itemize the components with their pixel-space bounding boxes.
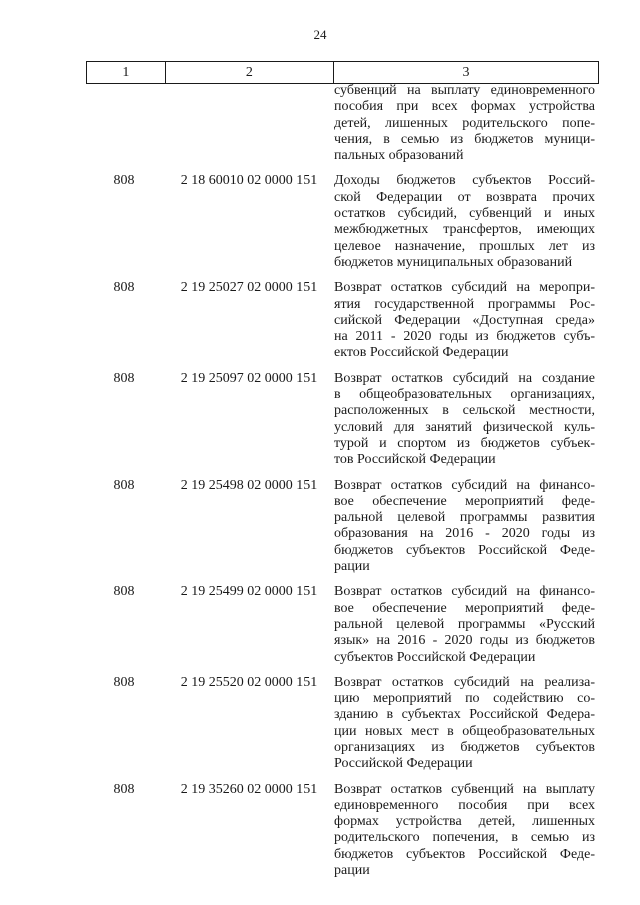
description-line: язык» на 2016 - 2020 годы из бюджетов <box>334 633 595 649</box>
budget-classification-code-cell: 2 19 25499 02 0000 151 <box>180 584 318 600</box>
table-row <box>86 371 599 469</box>
description-line: Возврат остатков субсидий на меропри- <box>334 280 595 296</box>
revenue-description-cell <box>332 83 595 164</box>
table-row <box>86 173 599 271</box>
description-line: зданию в субъектах Российской Федера- <box>334 707 595 723</box>
description-line: условий для занятий физической куль- <box>334 419 595 435</box>
table-row <box>86 280 599 361</box>
description-line: Возврат остатков субсидий на финансо- <box>334 477 595 493</box>
description-line: ятия государственной программы Рос- <box>334 296 595 312</box>
table-row <box>86 675 599 773</box>
description-line: бюджетов субъектов Российской Феде- <box>334 542 595 558</box>
revenue-description-cell <box>332 675 595 773</box>
admin-code-cell: 808 <box>113 370 135 386</box>
admin-code-cell: 808 <box>113 584 135 600</box>
description-line: ции новых мест в общеобразовательных <box>334 723 595 739</box>
budget-classification-code-cell: 2 18 60010 02 0000 151 <box>180 173 318 189</box>
description-line: Возврат остатков субвенций на выплату <box>334 781 595 797</box>
budget-classification-code-cell: 2 19 25520 02 0000 151 <box>180 674 318 690</box>
admin-code-cell <box>86 84 164 164</box>
description-line: Доходы бюджетов субъектов Россий- <box>334 173 595 189</box>
description-line: турой и спортом из бюджетов субъек- <box>334 435 595 451</box>
description-line: бюджетов муниципальных образований <box>334 254 573 270</box>
admin-code-cell: 808 <box>113 173 135 189</box>
admin-code-cell: 808 <box>113 477 135 493</box>
description-line: расположенных в сельской местности, <box>334 403 595 419</box>
budget-classification-code-cell: 2 19 25498 02 0000 151 <box>180 477 318 493</box>
description-line: ральной целевой программы развития <box>334 510 595 526</box>
description-line: рации <box>334 863 370 879</box>
description-line: тов Российской Федерации <box>334 452 496 468</box>
description-line: детей, лишенных родительского попе- <box>334 115 595 131</box>
description-line: образования на 2016 - 2020 годы из <box>334 526 595 542</box>
budget-classification-code-cell: 2 19 35260 02 0000 151 <box>180 781 318 797</box>
table-row <box>86 584 599 665</box>
revenue-description-cell <box>332 371 595 469</box>
budget-classification-code-cell: 2 19 25097 02 0000 151 <box>180 370 318 386</box>
header-col-3: 3 <box>462 64 470 80</box>
description-line: родительского попечения, в семью из <box>334 830 595 846</box>
description-line: на 2011 - 2020 годы из бюджетов субъ- <box>334 329 595 345</box>
description-line: Российской Федерации <box>334 756 473 772</box>
description-line: организациях из бюджетов субъектов <box>334 739 595 755</box>
table-row <box>86 782 599 880</box>
revenue-description-cell <box>332 782 595 880</box>
description-line: целевое назначение, прошлых лет из <box>334 238 595 254</box>
table-body <box>86 84 599 879</box>
description-line: пальных образований <box>334 148 464 164</box>
header-col-2: 2 <box>166 62 334 83</box>
page-number: 24 <box>313 27 327 42</box>
description-line: рации <box>334 559 370 575</box>
description-line: Возврат остатков субсидий на создание <box>334 370 595 386</box>
description-line: формах устройства детей, лишенных <box>334 814 595 830</box>
table-row <box>86 478 599 576</box>
admin-code-cell: 808 <box>113 280 135 296</box>
revenue-description-cell <box>332 173 595 271</box>
description-line: ектов Российской Федерации <box>334 345 509 361</box>
budget-classification-code-cell <box>164 84 332 164</box>
admin-code-cell: 808 <box>113 781 135 797</box>
description-line: вое обеспечение мероприятий феде- <box>334 493 595 509</box>
description-line: ской Федерации от возврата прочих <box>334 189 595 205</box>
revenue-codes-table <box>86 61 599 879</box>
description-line: пособия при всех формах устройства <box>334 99 595 115</box>
description-line: цию мероприятий по содействию со- <box>334 691 595 707</box>
description-line: в общеобразовательных организациях, <box>334 387 595 403</box>
description-line: Возврат остатков субсидий на финансо- <box>334 584 595 600</box>
description-line: чения, в семью из бюджетов муници- <box>334 131 595 147</box>
revenue-description-cell <box>332 584 595 665</box>
header-col-1: 1 <box>87 62 166 83</box>
table-header-row <box>86 61 599 84</box>
admin-code-cell: 808 <box>113 674 135 690</box>
revenue-description-cell <box>332 280 595 361</box>
description-line: вое обеспечение мероприятий феде- <box>334 600 595 616</box>
description-line: ральной целевой программы «Русский <box>334 616 595 632</box>
description-line: бюджетов субъектов Российской Феде- <box>334 846 595 862</box>
description-line: Возврат остатков субсидий на реализа- <box>334 674 595 690</box>
description-line: субвенций на выплату единовременного <box>334 83 595 98</box>
revenue-description-cell <box>332 478 595 576</box>
budget-classification-code-cell: 2 19 25027 02 0000 151 <box>180 280 318 296</box>
table-row-continuation <box>86 84 599 164</box>
description-line: межбюджетных трансфертов, имеющих <box>334 222 595 238</box>
description-line: сийской Федерации «Доступная среда» <box>334 312 595 328</box>
description-line: субъектов Российской Федерации <box>334 649 536 665</box>
description-line: остатков субсидий, субвенций и иных <box>334 206 595 222</box>
description-line: единовременного пособия при всех <box>334 797 595 813</box>
